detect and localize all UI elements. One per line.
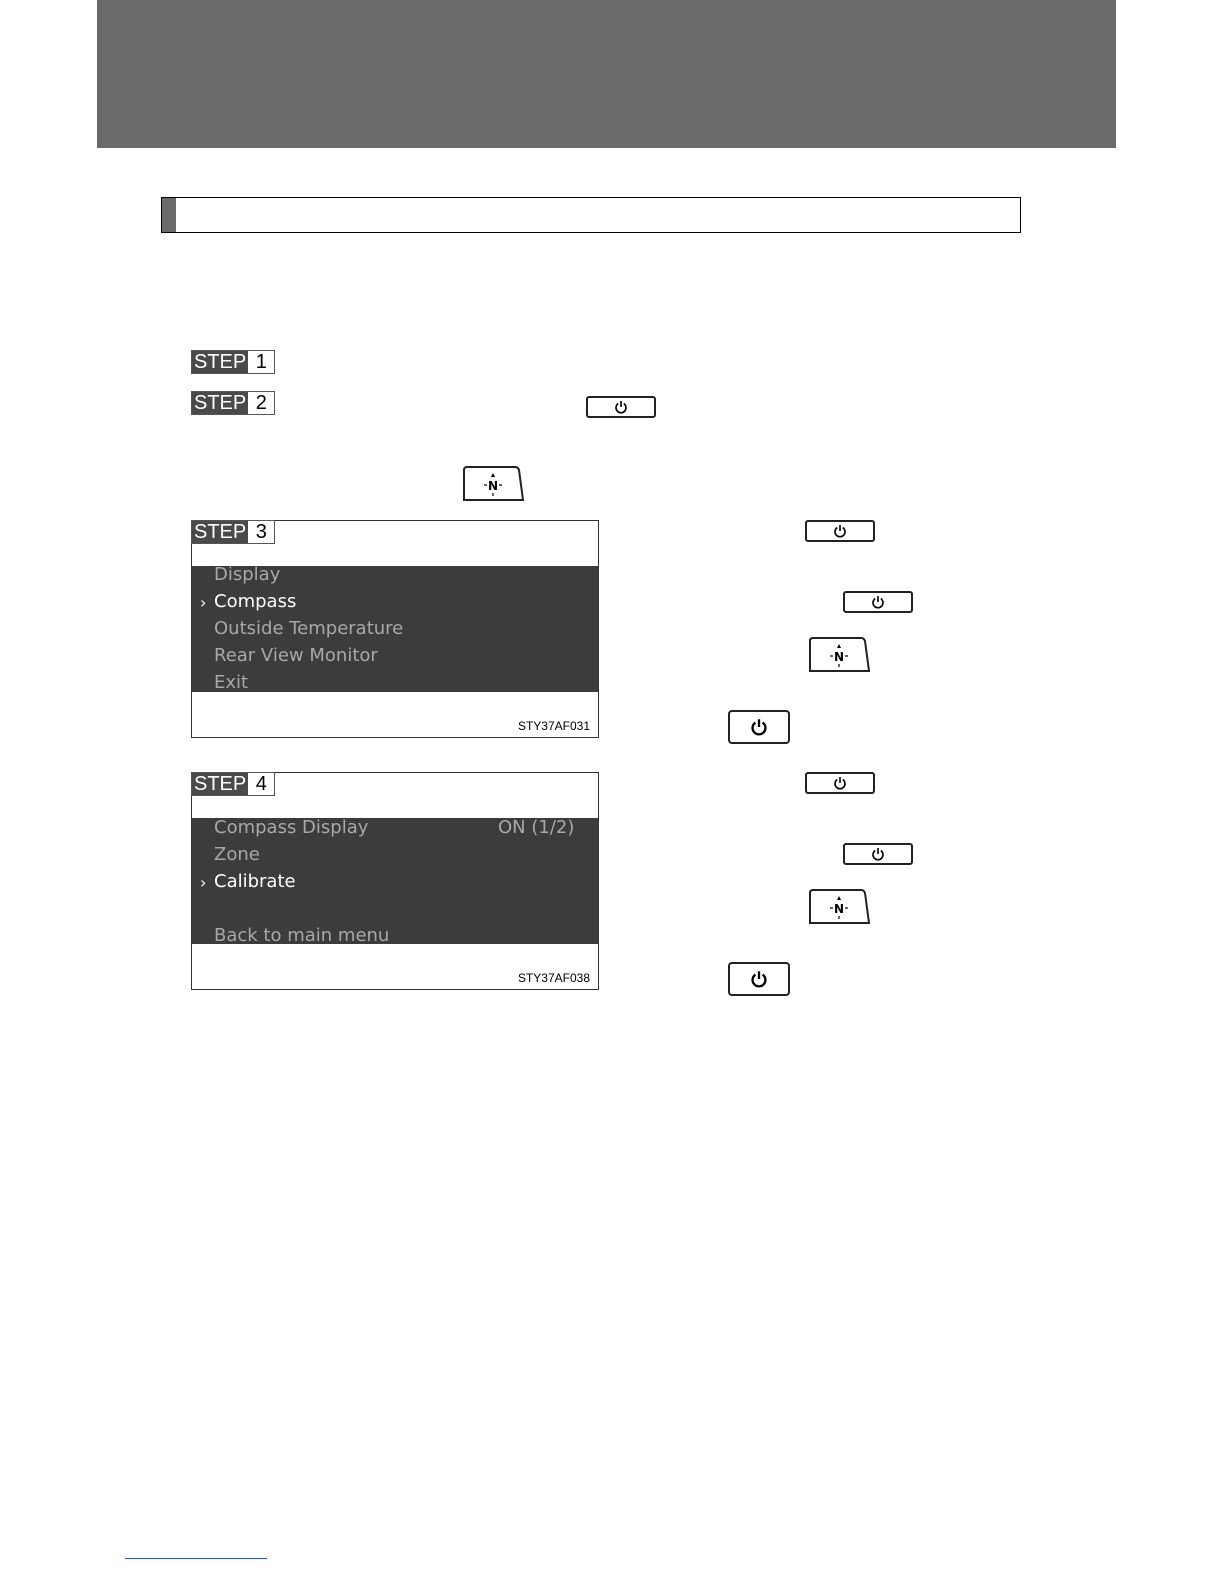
step-badge-3 [191, 520, 275, 544]
power-icon [871, 847, 885, 861]
compass-n-icon [807, 637, 871, 673]
step-label: STEP [194, 351, 247, 373]
power-icon [871, 595, 885, 609]
display-screen-main-menu [191, 520, 599, 738]
menu-item-outside-temperature[interactable]: Outside Temperature [214, 618, 404, 639]
menu-item-compass-display[interactable]: Compass Display [214, 817, 369, 838]
step-label: STEP [194, 773, 247, 795]
chevron-right-icon: › [200, 873, 207, 892]
power-button [805, 520, 875, 542]
menu-item-back-to-main-menu[interactable]: Back to main menu [214, 925, 390, 946]
power-icon [750, 718, 768, 736]
compass-n-icon [461, 466, 525, 502]
power-icon [750, 970, 768, 988]
step-number: 3 [248, 521, 274, 543]
chevron-right-icon: › [200, 593, 207, 612]
svg-text:N: N [487, 479, 499, 493]
compass-button [807, 637, 871, 673]
power-button [843, 843, 913, 865]
header-band [97, 0, 1116, 148]
step-number: 1 [248, 351, 274, 373]
figure-code: STY37AF038 [517, 971, 590, 985]
step-label: STEP [194, 521, 247, 543]
svg-text:N: N [833, 902, 845, 916]
power-button-large [728, 710, 790, 744]
power-icon [833, 524, 847, 538]
power-button [843, 591, 913, 613]
section-bar-accent [162, 198, 176, 232]
power-button-large [728, 962, 790, 996]
power-button [805, 772, 875, 794]
menu-panel [192, 566, 598, 692]
step-badge-1 [191, 350, 275, 374]
display-screen-compass-menu [191, 772, 599, 990]
menu-item-display[interactable]: Display [214, 564, 281, 585]
svg-text:N: N [833, 650, 845, 664]
compass-n-icon [807, 889, 871, 925]
section-title-bar [161, 197, 1021, 233]
figure-code: STY37AF031 [517, 719, 590, 733]
power-icon [614, 400, 628, 414]
step-number: 2 [248, 392, 274, 414]
step-label: STEP [194, 392, 247, 414]
power-icon [833, 776, 847, 790]
compass-display-value: ON (1/2) [498, 817, 575, 838]
menu-item-exit[interactable]: Exit [214, 672, 249, 693]
step-number: 4 [248, 773, 274, 795]
menu-item-calibrate[interactable]: Calibrate [214, 871, 296, 892]
step-badge-2 [191, 391, 275, 415]
menu-panel [192, 818, 598, 944]
menu-item-compass[interactable]: Compass [214, 591, 297, 612]
power-button [586, 396, 656, 418]
compass-button [807, 889, 871, 925]
step-badge-4 [191, 772, 275, 796]
footer-link-underline[interactable] [125, 1558, 267, 1559]
menu-item-rear-view-monitor[interactable]: Rear View Monitor [214, 645, 378, 666]
menu-item-zone[interactable]: Zone [214, 844, 260, 865]
compass-button [461, 466, 525, 502]
